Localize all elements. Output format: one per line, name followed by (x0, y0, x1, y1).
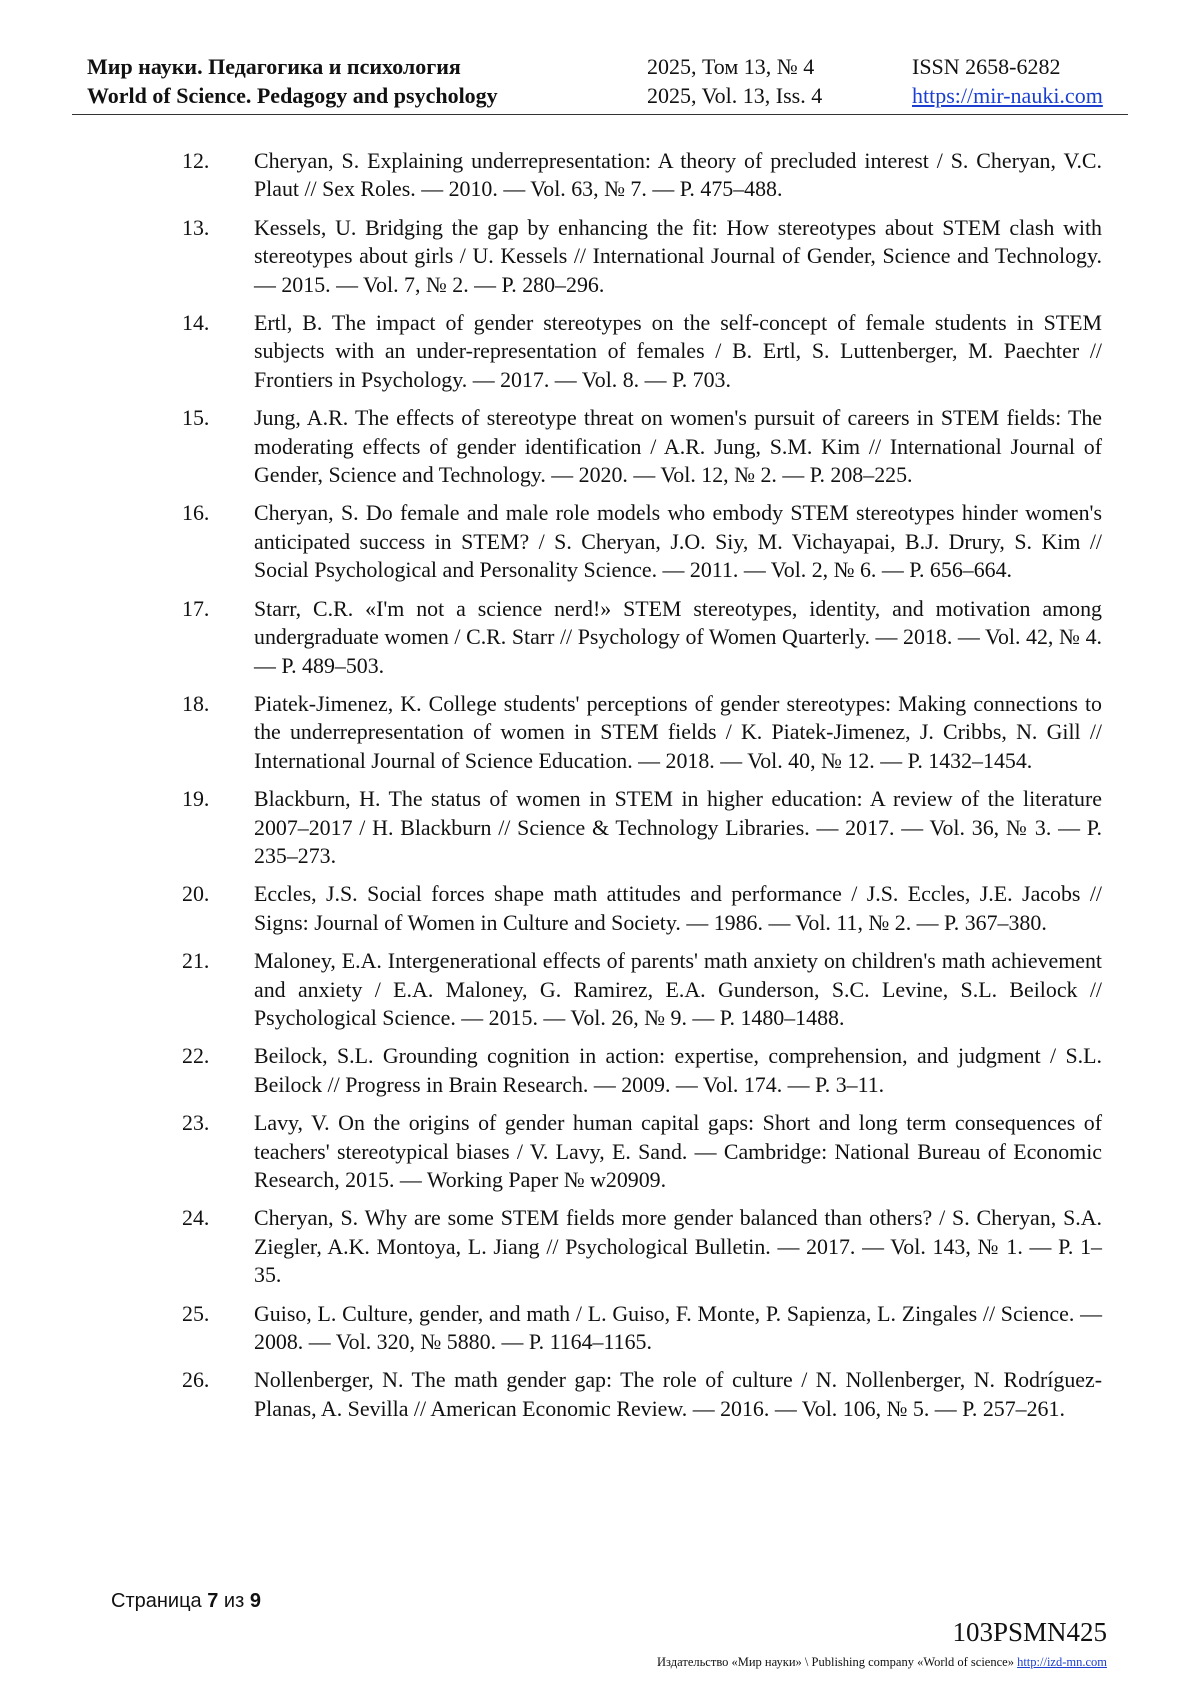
page-current: 7 (207, 1590, 219, 1612)
page-number (111, 1590, 261, 1613)
reference-item (182, 499, 1102, 584)
reference-item (182, 690, 1102, 775)
reference-text: Piatek-Jimenez, K. College students' perceptions of gender stereotypes: Making connections to the underrepresentation of women in STEM fields / K. Piatek-Jimenez, J. Cribbs, N. Gill // International Journal of Science Education. — 2018. — Vol. 40, № 12. — P. 1432–1454. (254, 690, 1102, 773)
reference-number: 25. (182, 1300, 210, 1326)
reference-number: 21. (182, 948, 210, 974)
reference-number: 15. (182, 405, 210, 431)
reference-number: 24. (182, 1205, 210, 1231)
page-header (72, 52, 1128, 115)
reference-text: Cheryan, S. Explaining underrepresentation: A theory of precluded interest / S. Cheryan, V.C. Plaut // Sex Roles. — 2010. — Vol. 63, № 7. — P. 475–488. (254, 148, 1102, 202)
issue-en: 2025, Vol. 13, Iss. 4 (647, 83, 823, 108)
reference-number: 13. (182, 214, 210, 240)
journal-title-en: World of Science. Pedagogy and psychology (87, 83, 498, 108)
reference-number: 19. (182, 786, 210, 812)
reference-item (182, 147, 1102, 204)
reference-number: 12. (182, 148, 210, 173)
reference-text: Ertl, B. The impact of gender stereotypes on the self-concept of female students in STEM subjects with an under-representation of females / B. Ertl, S. Luttenberger, M. Paechter // Frontiers in Psychology. — 2017. — Vol. 8. — P. 703. (254, 310, 1102, 392)
reference-item (182, 1109, 1102, 1194)
reference-item (182, 595, 1102, 680)
publisher-line (657, 1655, 1107, 1670)
reference-number: 14. (182, 310, 210, 336)
reference-number: 26. (182, 1367, 210, 1393)
reference-text: Blackburn, H. The status of women in STEM in higher education: A review of the literature 2007–2017 / H. Blackburn // Science & Technology Libraries. — 2017. — Vol. 36, № 3. — P. 235–273. (254, 786, 1102, 868)
page-label: Страница (111, 1590, 202, 1612)
reference-number: 22. (182, 1043, 210, 1069)
journal-ids (912, 52, 1103, 110)
reference-text: Nollenberger, N. The math gender gap: The role of culture / N. Nollenberger, N. Rodríguez-Planas, A. Sevilla // American Economic Review. — 2016. — Vol. 106, № 5. — P. 257–261. (254, 1367, 1102, 1421)
reference-number: 23. (182, 1110, 210, 1136)
issue-ru: 2025, Том 13, № 4 (647, 54, 815, 79)
reference-list (182, 147, 1102, 1433)
reference-number: 18. (182, 690, 210, 716)
journal-title (87, 52, 498, 110)
reference-text: Starr, C.R. «I'm not a science nerd!» STEM stereotypes, identity, and motivation among undergraduate women / C.R. Starr // Psychology of Women Quarterly. — 2018. — Vol. 42, № 4. — P. 489–503. (254, 595, 1102, 678)
issn: ISSN 2658-6282 (912, 54, 1061, 79)
reference-text: Beilock, S.L. Grounding cognition in action: expertise, comprehension, and judgment / S.L. Beilock // Progress in Brain Research. — 2009. — Vol. 174. — P. 3–11. (254, 1043, 1102, 1097)
journal-title-ru: Мир науки. Педагогика и психология (87, 54, 461, 79)
page-total: 9 (249, 1590, 261, 1612)
reference-item (182, 214, 1102, 299)
reference-item (182, 309, 1102, 394)
article-code: 103PSMN425 (952, 1617, 1107, 1647)
reference-number: 17. (182, 595, 210, 621)
journal-url-link[interactable]: https://mir-nauki.com (912, 83, 1103, 108)
reference-number: 20. (182, 881, 210, 907)
reference-text: Kessels, U. Bridging the gap by enhancing the fit: How stereotypes about STEM clash with stereotypes about girls / U. Kessels // International Journal of Gender, Science and Technology. — 2015. — Vol. 7, № 2. — P. 280–296. (254, 214, 1102, 297)
page-of: из (223, 1590, 245, 1612)
reference-item (182, 785, 1102, 870)
reference-text: Cheryan, S. Do female and male role models who embody STEM stereotypes hinder women's anticipated success in STEM? / S. Cheryan, J.O. Siy, M. Vichayapai, B.J. Drury, S. Kim // Social Psychological and Personality Science. — 2011. — Vol. 2, № 6. — P. 656–664. (254, 500, 1102, 583)
reference-text: Jung, A.R. The effects of stereotype threat on women's pursuit of careers in STEM fields: The moderating effects of gender identification / A.R. Jung, S.M. Kim // International Journal of Gender, Science and Technology. — 2020. — Vol. 12, № 2. — P. 208–225. (254, 405, 1102, 488)
reference-item (182, 947, 1102, 1032)
reference-number: 16. (182, 500, 210, 526)
reference-text: Lavy, V. On the origins of gender human capital gaps: Short and long term consequences of teachers' stereotypical biases / V. Lavy, E. Sand. — Cambridge: National Bureau of Economic Research, 2015. — Working Paper № w20909. (254, 1110, 1102, 1192)
reference-item (182, 1300, 1102, 1357)
reference-text: Maloney, E.A. Intergenerational effects of parents' math anxiety on children's math achievement and anxiety / E.A. Maloney, G. Ramirez, E.A. Gunderson, S.C. Levine, S.L. Beilock // Psychological Science. — 2015. — Vol. 26, № 9. — P. 1480–1488. (254, 948, 1102, 1030)
issue-info (647, 52, 822, 110)
reference-text: Eccles, J.S. Social forces shape math attitudes and performance / J.S. Eccles, J.E. Jacobs // Signs: Journal of Women in Culture and Society. — 1986. — Vol. 11, № 2. — P. 367–380. (254, 881, 1102, 935)
reference-item (182, 1042, 1102, 1099)
publisher-text: Издательство «Мир науки» \ Publishing company «World of science» (657, 1655, 1014, 1669)
reference-item (182, 1366, 1102, 1423)
reference-item (182, 880, 1102, 937)
reference-item (182, 1204, 1102, 1289)
reference-item (182, 404, 1102, 489)
reference-text: Cheryan, S. Why are some STEM fields more gender balanced than others? / S. Cheryan, S.A. Ziegler, A.K. Montoya, L. Jiang // Psychological Bulletin. — 2017. — Vol. 143, № 1. — P. 1–35. (254, 1205, 1102, 1288)
publisher-link[interactable]: http://izd-mn.com (1017, 1655, 1107, 1669)
reference-text: Guiso, L. Culture, gender, and math / L. Guiso, F. Monte, P. Sapienza, L. Zingales // Science. — 2008. — Vol. 320, № 5880. — P. 1164–1165. (254, 1300, 1102, 1355)
